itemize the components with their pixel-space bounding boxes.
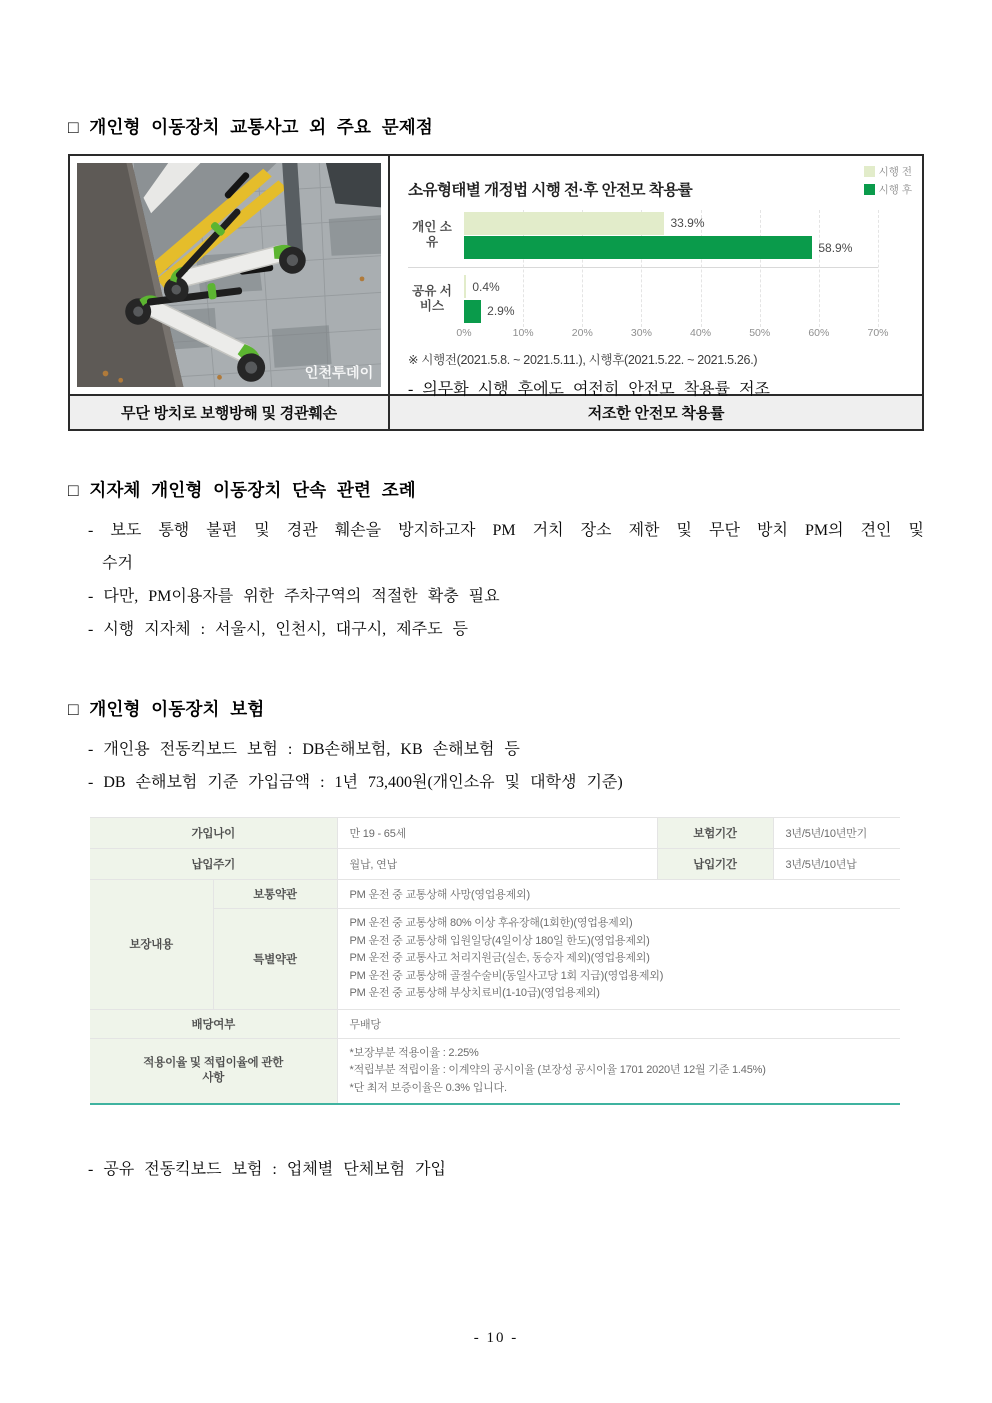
term-label: 보험기간 [657,818,773,849]
figure-caption-row [70,394,922,429]
age-label: 가입나이 [90,818,337,849]
pay-term-value: 3년/5년/10년납 [773,849,900,880]
figure-content-row [70,156,922,398]
rate-line: *보장부분 적용이율 : 2.25% [349,1046,479,1059]
helmet-usage-chart [408,210,889,341]
chart-group-shared [408,274,878,325]
pay-cycle-value: 월납, 연납 [337,849,657,880]
plot-shared [464,274,878,325]
coverage-label: 보장내용 [90,880,213,1010]
general-terms-value: PM 운전 중 교통상해 사망(영업용제외) [337,880,900,909]
value-shared-after: 2.9% [487,304,515,318]
special-term: PM 운전 중 교통사고 처리지원금(실손, 동승자 제외)(영업용제외) [349,952,650,964]
section3-bullets [68,733,924,799]
x-tick: 60% [808,327,830,339]
section2-bullets [68,514,924,646]
photo-watermark: 인천투데이 [304,365,374,382]
rate-line: *단 최저 보증이율은 0.3% 입니다. [349,1081,507,1094]
legend-swatch-before [864,166,875,177]
section2-heading: □ 지자체 개인형 이동장치 단속 관련 조례 [68,480,416,500]
bar-personal-before [464,212,664,235]
bullet: - 다만, PM이용자를 위한 주차구역의 적절한 확충 필요 [88,588,500,605]
chart-footnote: ※ 시행전(2021.5.8. ~ 2021.5.11.), 시행후(2021.5.22. ~ 2021.5.26.) [408,353,758,367]
rate-line: *적립부분 적립이율 : 이계약의 공시이율 (보장성 공시이율 1701 2020년 12월 기준 1.45%) [349,1064,766,1076]
legend-swatch-after [864,184,875,195]
section3-heading: □ 개인형 이동장치 보험 [68,699,265,719]
table-row [90,880,900,909]
rate-label [90,1038,337,1104]
street-photo [77,163,381,387]
x-tick: 10% [512,327,534,339]
dividend-value: 무배당 [337,1009,900,1038]
section1-heading: □ 개인형 이동장치 교통사고 외 주요 문제점 [68,117,434,137]
age-value: 만 19 - 65세 [337,818,657,849]
term-value: 3년/5년/10년만기 [773,818,900,849]
chart-legend [864,164,912,197]
pay-term-label: 납입기간 [657,849,773,880]
value-shared-before: 0.4% [472,279,500,294]
chart-note: - 의무화 시행 후에도 여전히 안전모 착용률 저조 [408,381,770,398]
bar-personal-after [464,236,812,259]
legend-label-before: 시행 전 [878,166,912,178]
special-term: PM 운전 중 교통상해 입원일당(4일이상 180일 한도)(영업용제외) [349,934,650,947]
special-term: PM 운전 중 교통상해 80% 이상 후유장해(1회한)(영업용제외) [349,917,633,929]
category-label-personal: 개인 소유 [412,220,452,250]
x-tick: 40% [690,327,712,339]
special-term: PM 운전 중 교통상해 골절수술비(동일사고당 1회 지급)(영업용제외) [349,969,664,982]
chart-caption: 저조한 안전모 착용률 [587,405,725,422]
x-tick: 50% [749,327,771,339]
bullet: - 보도 통행 불편 및 경관 훼손을 방지하고자 PM 거치 장소 제한 및 무단 방치 PM의 견인 및 수거 [88,522,924,572]
chart-cell [390,156,922,398]
figure-box [68,154,924,431]
chart-group-personal [408,210,878,261]
x-tick: 0% [456,327,472,339]
bar-shared-after [464,300,481,323]
special-terms-values [337,909,900,1010]
insurance-table [90,817,900,1105]
special-term: PM 운전 중 교통상해 부상치료비(1-10급)(영업용제외) [349,987,600,999]
closing-bullet: - 공유 전동킥보드 보험 : 업체별 단체보험 가입 [88,1161,446,1178]
value-personal-after: 58.9% [818,240,853,255]
chart-title: 소유형태별 개정법 시행 전·후 안전모 착용률 [408,182,693,199]
legend-label-after: 시행 후 [878,184,912,196]
bullet: - 개인용 전동킥보드 보험 : DB손해보험, KB 손해보험 등 [88,741,520,758]
page-number: - 10 - [473,1330,519,1346]
legend-item-after [864,182,912,197]
dividend-label: 배당여부 [90,1009,337,1038]
general-terms-label: 보통약관 [213,880,337,909]
x-tick: 20% [571,327,593,339]
pay-cycle-label: 납입주기 [90,849,337,880]
rate-values [337,1038,900,1104]
bullet: - 시행 지자체 : 서울시, 인천시, 대구시, 제주도 등 [88,621,468,638]
bar-shared-before [464,275,466,298]
category-label-shared: 공유 서비스 [412,283,452,313]
table-row [90,1009,900,1038]
rate-label-text: 적용이율 및 적립이율에 관한사항 [143,1056,284,1084]
x-tick: 30% [630,327,652,339]
value-personal-before: 33.9% [670,216,705,230]
plot-personal [464,210,878,261]
legend-item-before [864,164,912,179]
table-row [90,818,900,849]
x-tick: 70% [867,327,889,339]
table-row [90,1038,900,1104]
chart-x-axis [456,327,889,341]
photo-cell [70,156,390,394]
photo-caption: 무단 방치로 보행방해 및 경관훼손 [70,396,390,429]
special-terms-label: 특별약관 [213,909,337,1010]
bullet: - DB 손해보험 기준 가입금액 : 1년 73,400원(개인소유 및 대학생 기준) [88,774,623,791]
table-row [90,849,900,880]
